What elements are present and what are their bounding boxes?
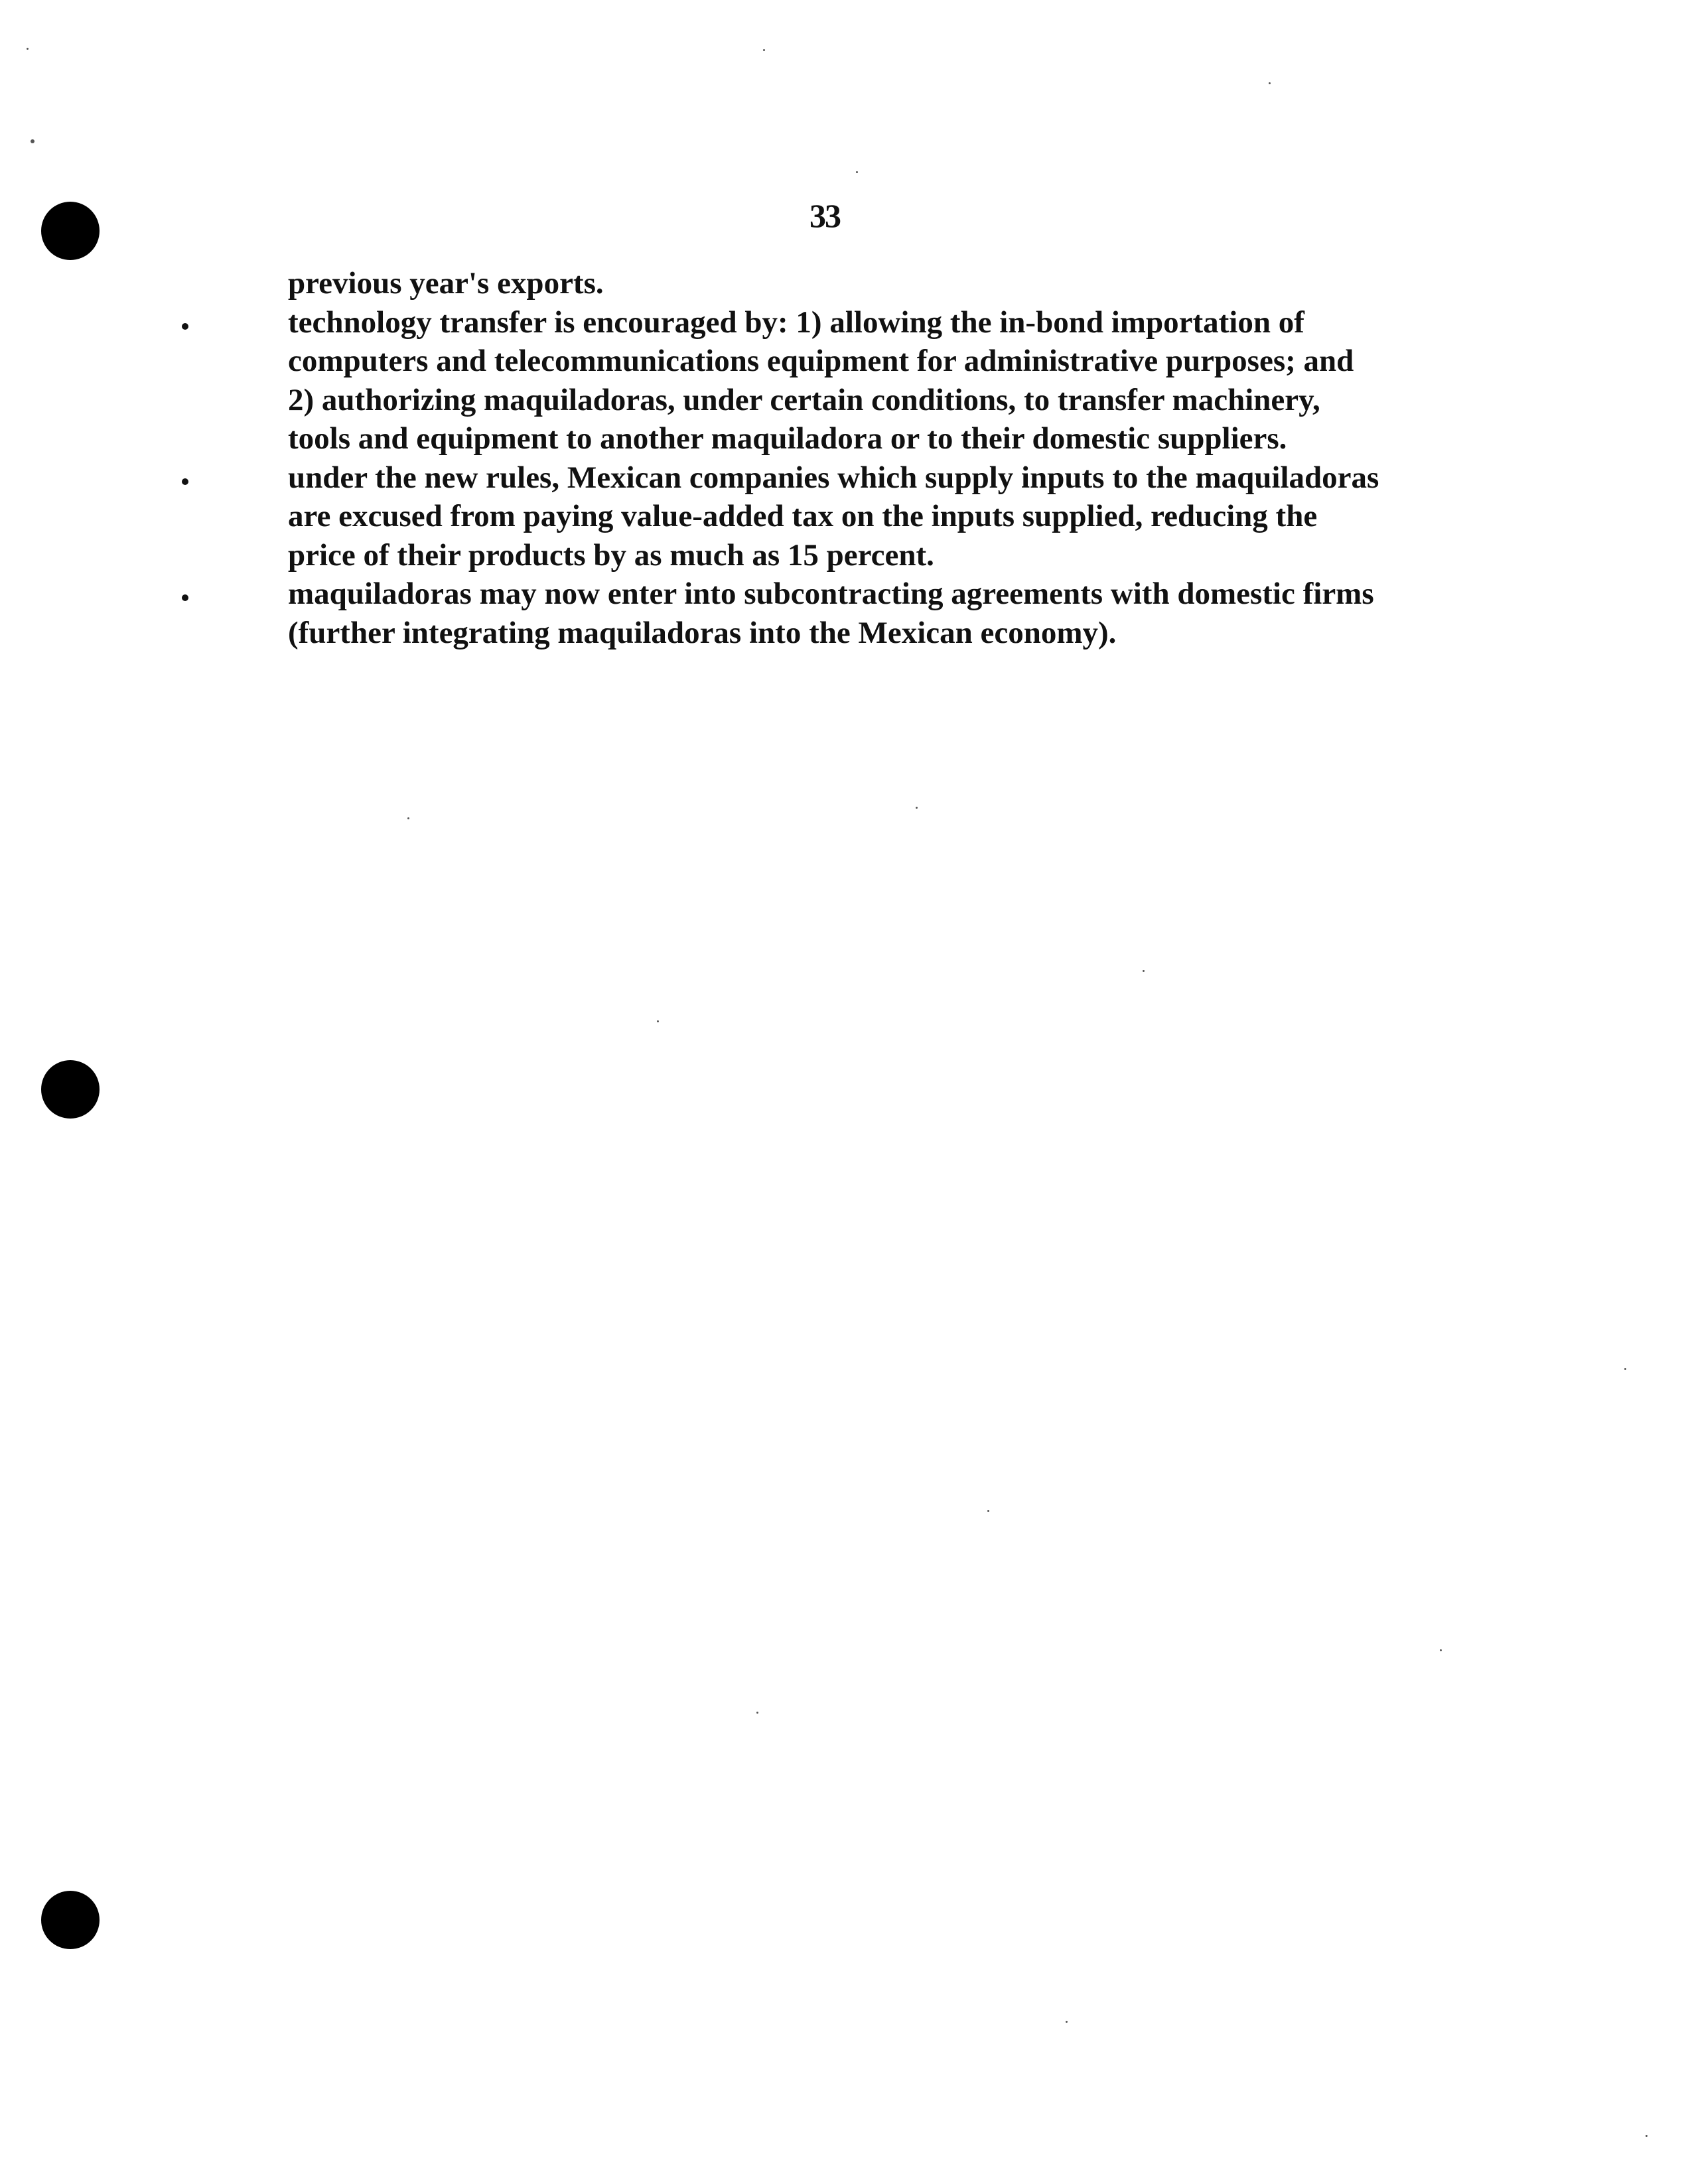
punch-hole — [41, 202, 100, 260]
bullet-line: (further integrating maquiladoras into the Mexican economy). — [288, 615, 1117, 650]
scan-speck — [1624, 1368, 1626, 1370]
bullet-line: are excused from paying value-added tax on the inputs supplied, reducing the — [288, 499, 1318, 533]
scan-speck — [407, 817, 409, 819]
scan-speck — [1646, 2135, 1648, 2137]
scan-speck — [856, 171, 858, 173]
bullet-icon — [182, 323, 188, 330]
scan-speck — [916, 807, 918, 809]
scan-speck — [1440, 1649, 1442, 1651]
scan-speck — [1066, 2021, 1068, 2023]
scan-speck — [657, 1020, 659, 1022]
bullet-line: 2) authorizing maquiladoras, under certain conditions, to transfer machinery, — [288, 382, 1320, 417]
bullet-item — [288, 303, 1562, 342]
bullet-line: technology transfer is encouraged by: 1) allowing the in-bond importation of — [288, 305, 1304, 340]
scan-speck — [763, 49, 765, 51]
scan-speck — [31, 139, 35, 143]
page-number: 33 — [809, 197, 840, 234]
bullet-icon — [182, 478, 188, 485]
bullet-item — [288, 575, 1562, 614]
punch-hole — [41, 1060, 100, 1119]
scan-speck — [1269, 82, 1271, 84]
bullet-line: maquiladoras may now enter into subcontracting agreements with domestic firms — [288, 577, 1374, 611]
scan-speck — [27, 48, 29, 50]
bullet-line: under the new rules, Mexican companies which supply inputs to the maquiladoras — [288, 460, 1379, 495]
punch-hole — [41, 1891, 100, 1949]
bullet-item — [288, 458, 1562, 498]
scan-speck — [987, 1510, 989, 1512]
body-text — [288, 264, 1562, 652]
bullet-icon — [182, 594, 188, 601]
bullet-line: tools and equipment to another maquiladora or to their domestic suppliers. — [288, 421, 1287, 456]
bullet-line: computers and telecommunications equipment for administrative purposes; and — [288, 344, 1354, 378]
scan-speck — [1143, 970, 1145, 972]
scan-speck — [756, 1712, 758, 1714]
bullet-line: price of their products by as much as 15 percent. — [288, 537, 934, 573]
continuation-line: previous year's exports. — [288, 266, 604, 301]
